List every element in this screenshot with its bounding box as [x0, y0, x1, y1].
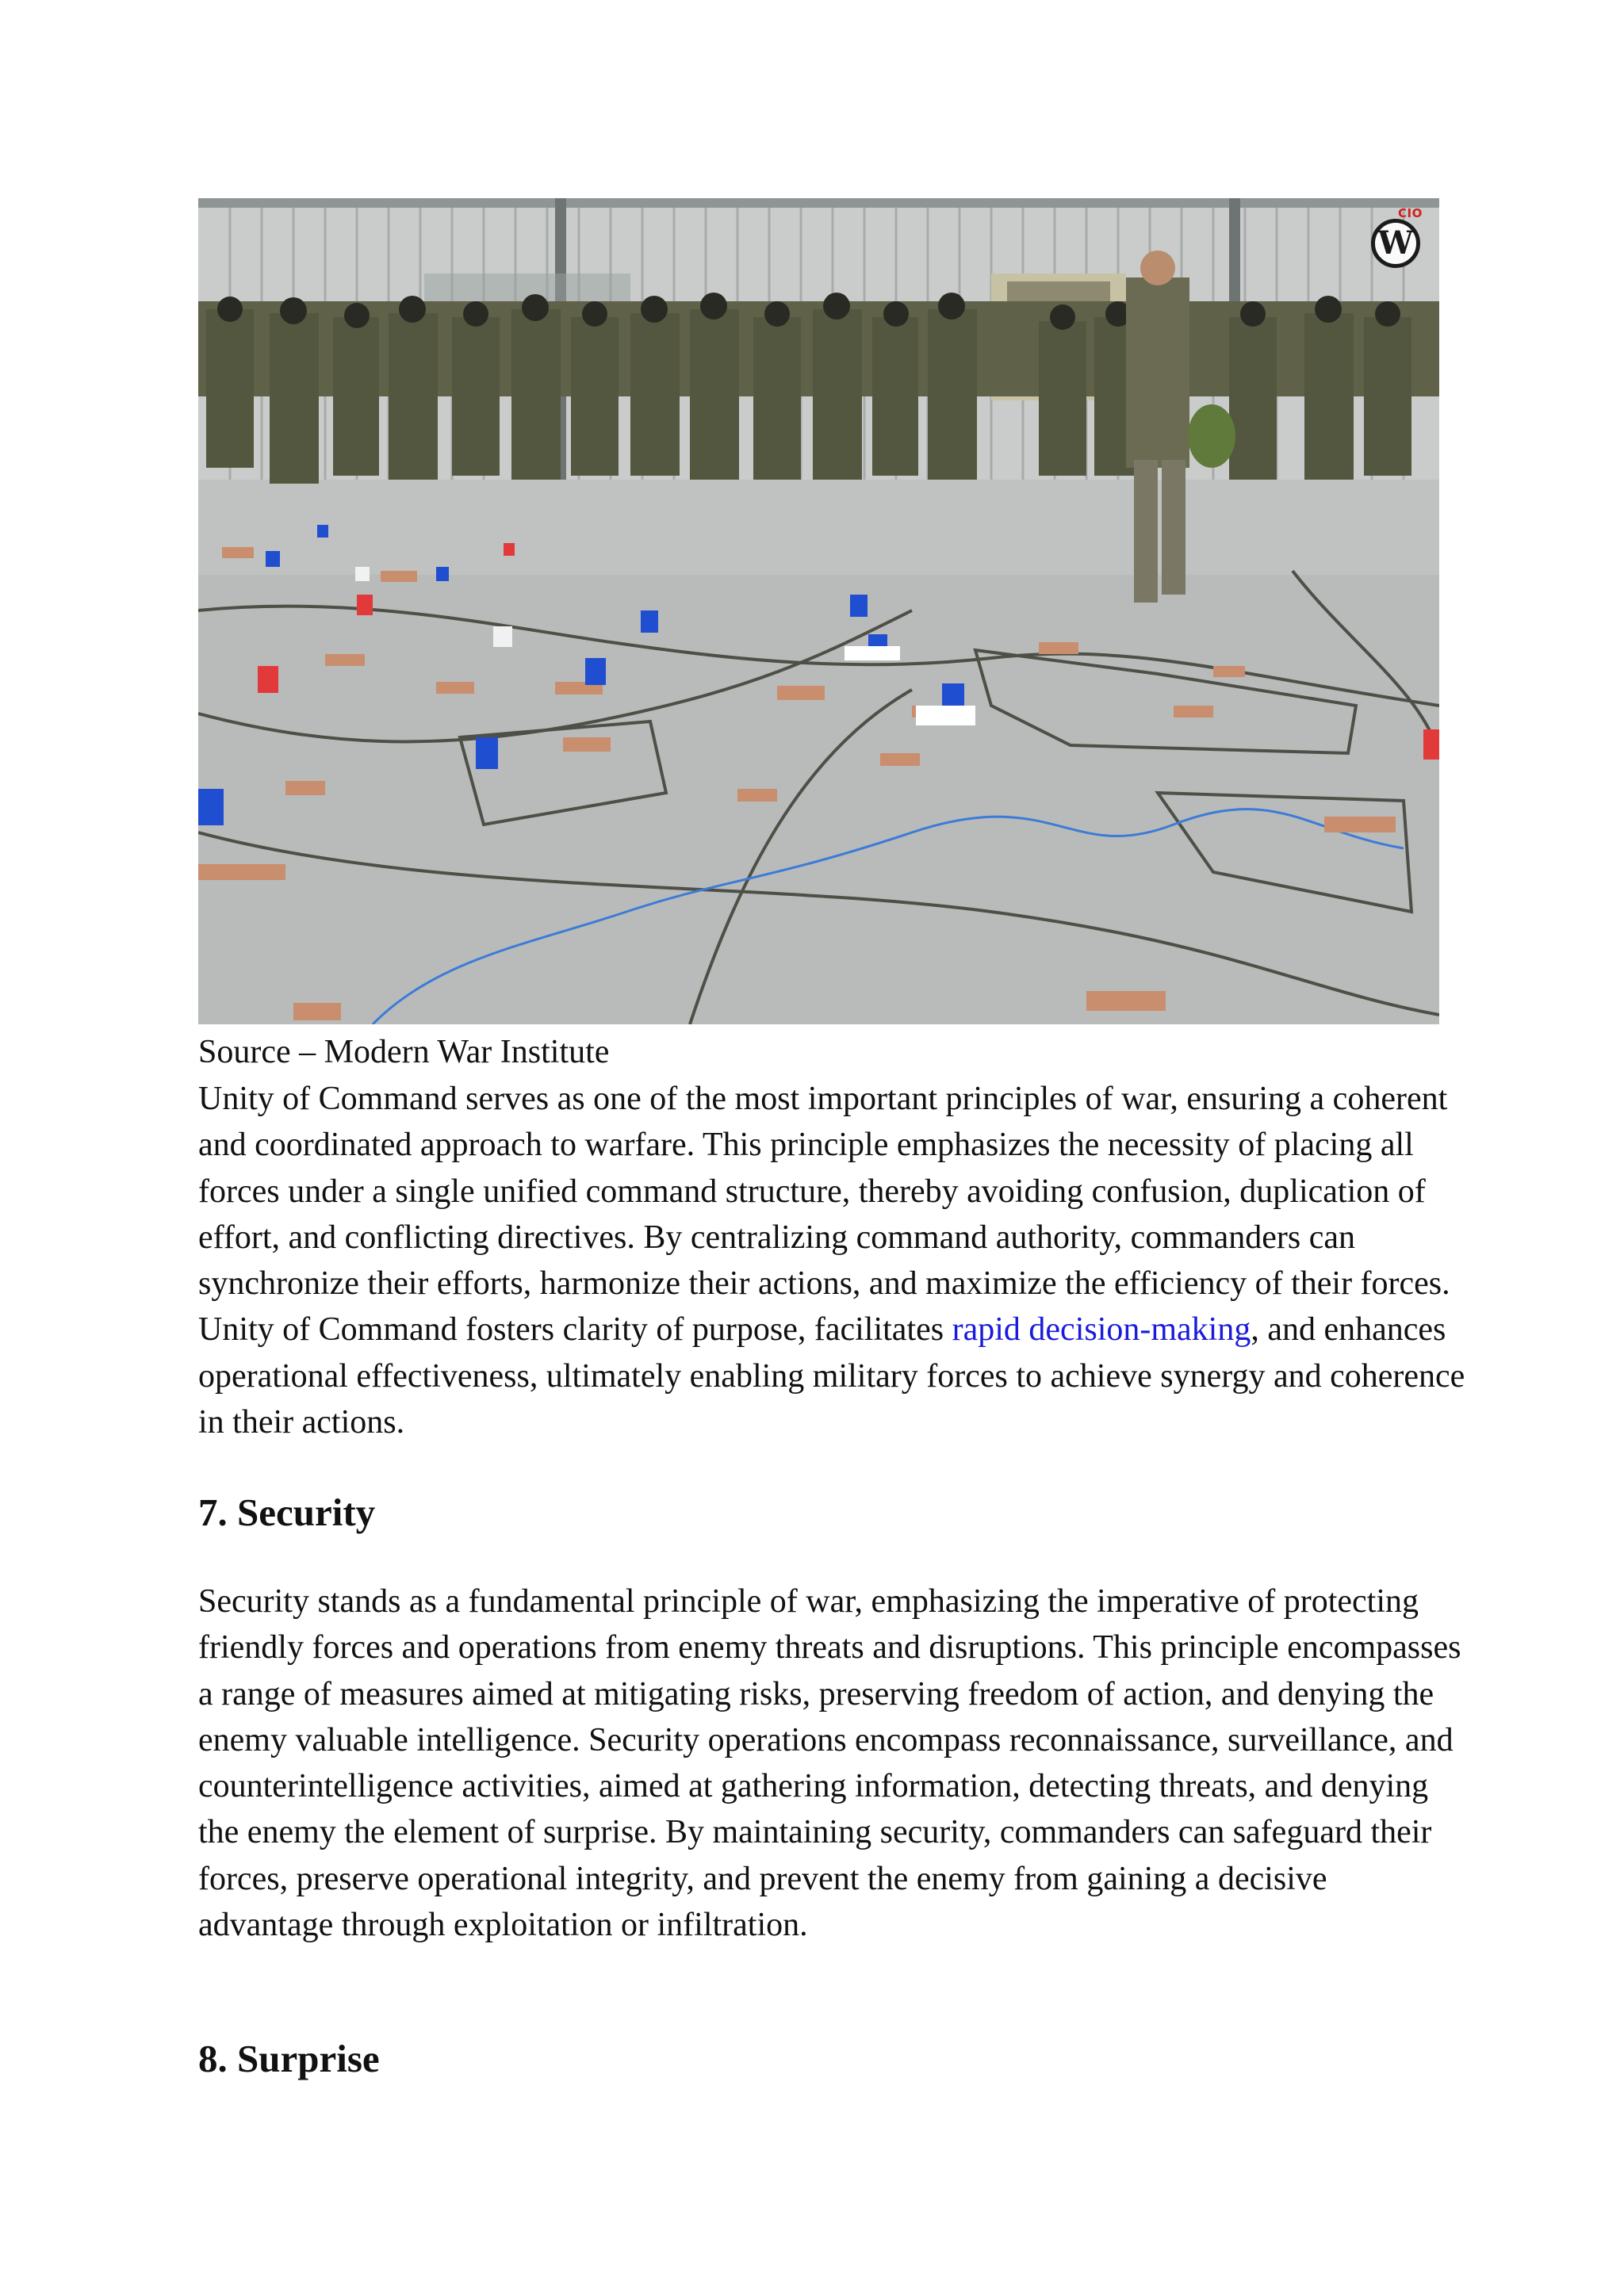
rapid-decision-making-link[interactable]: rapid decision-making [952, 1311, 1251, 1349]
section-heading-surprise: 8. Surprise [198, 2037, 380, 2080]
paragraph-unity-of-command [198, 1076, 1467, 1445]
photo-illustration [198, 198, 1439, 1024]
image-caption: Source – Modern War Institute [198, 1034, 610, 1070]
paragraph-text: Unity of Command serves as one of the most important principles of war, ensuring a coherent and coordinated approach to warfare. This principle emphasizes the necessity of placing all forces under a single unified command structure, thereby avoiding confusion, duplication of effort, and conflicting directives. By centralizing command authority, commanders can synchronize their efforts, harmonize their actions, and maximize the efficiency of their forces. Unity of Command fosters clarity of purpose, facilitates [198, 1081, 1450, 1349]
section-heading-security: 7. Security [198, 1490, 376, 1534]
article-photo [198, 198, 1439, 1024]
cio-w-logo-icon [1366, 206, 1428, 271]
watermark-letter: W [1371, 219, 1420, 268]
paragraph-security: Security stands as a fundamental principle of war, emphasizing the imperative of protecting friendly forces and operations from enemy threats and disruptions. This principle encompasses a range of measures aimed at mitigating risks, preserving freedom of action, and denying the enemy valuable intelligence. Security operations encompass reconnaissance, surveillance, and counterintelligence activities, aimed at gathering information, detecting threats, and denying the enemy the element of surprise. By maintaining security, commanders can safeguard their forces, preserve operational integrity, and prevent the enemy from gaining a decisive advantage through exploitation or infiltration. [198, 1583, 1461, 1944]
paragraph-text: , and enhances operational effectiveness, ultimately enabling military forces to achieve synergy and coherence in their actions. [198, 1311, 1465, 1441]
watermark-tag: CIO [1398, 206, 1423, 220]
